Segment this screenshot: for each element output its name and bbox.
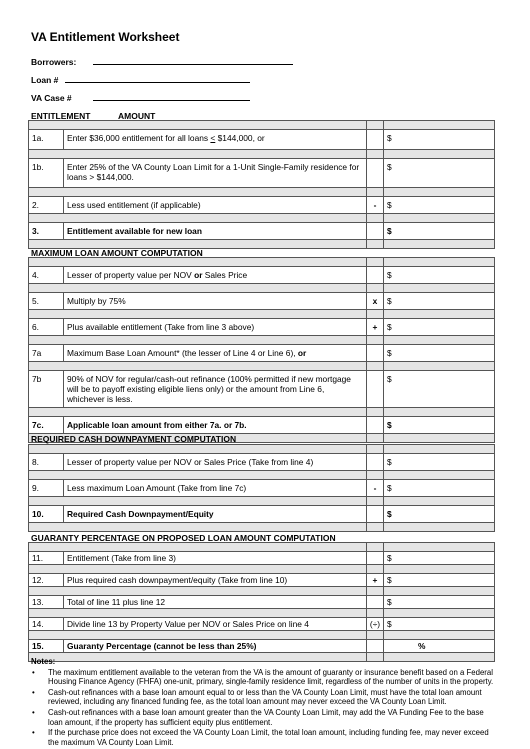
line-operator <box>367 345 384 362</box>
table-row <box>29 480 495 497</box>
notes-heading: Notes: <box>31 657 56 666</box>
amount-field[interactable]: $ <box>384 454 495 471</box>
line-number: 7a <box>29 345 64 362</box>
table-row <box>29 552 495 565</box>
line-operator <box>367 417 384 434</box>
line-number: 12. <box>29 574 64 587</box>
line-number: 14. <box>29 618 64 631</box>
line-description: 90% of NOV for regular/cash-out refinance (100% permitted if new mortgage will be to payoff existing eligible liens only) or the amount from Line 6, whichever is less. <box>64 371 367 408</box>
line-number: 3. <box>29 223 64 240</box>
table-row <box>29 618 495 631</box>
table-row <box>29 159 495 188</box>
table-row <box>29 345 495 362</box>
line-description: Divide line 13 by Property Value per NOV or Sales Price on line 4 <box>64 618 367 631</box>
va-case-field[interactable] <box>93 100 250 101</box>
va-case-label: VA Case # <box>31 93 72 103</box>
line-number: 4. <box>29 267 64 284</box>
entitlement-section-title: ENTITLEMENT <box>31 111 91 121</box>
line-operator: - <box>367 197 384 214</box>
amount-field[interactable]: $ <box>384 417 495 434</box>
guaranty-section-title: GUARANTY PERCENTAGE ON PROPOSED LOAN AMOUNT COMPUTATION <box>31 533 336 543</box>
line-description: Less used entitlement (if applicable) <box>64 197 367 214</box>
amount-field[interactable]: $ <box>384 293 495 310</box>
note-item: • Cash-out refinances with a base loan amount greater than the VA County Loan Limit, may add the VA Funding Fee to the base loan amount, if the property has sufficient equity plus entitlement. <box>31 708 496 727</box>
table-row <box>29 640 495 653</box>
max-loan-table <box>28 257 495 443</box>
note-item: • The maximum entitlement available to the veteran from the VA is the amount of guaranty or insurance benefit based on a Federal Housing Finance Agency (FHFA) one-unit, primary, single-family residence limit, regardless of the number of units in the property. <box>31 668 496 687</box>
amount-field[interactable]: $ <box>384 480 495 497</box>
amount-field[interactable]: $ <box>384 574 495 587</box>
line-operator: + <box>367 319 384 336</box>
line-description: Enter 25% of the VA County Loan Limit for a 1-Unit Single-Family residence for loans > $144,000. <box>64 159 367 188</box>
table-row <box>29 130 495 150</box>
line-description: Maximum Base Loan Amount* (the lesser of Line 4 or Line 6), or <box>64 345 367 362</box>
amount-field[interactable]: $ <box>384 596 495 609</box>
line-operator <box>367 552 384 565</box>
line-operator <box>367 371 384 408</box>
line-description: Multiply by 75% <box>64 293 367 310</box>
line-number: 2. <box>29 197 64 214</box>
line-number: 7b <box>29 371 64 408</box>
table-row <box>29 417 495 434</box>
line-description: Plus required cash downpayment/equity (Take from line 10) <box>64 574 367 587</box>
amount-field[interactable]: $ <box>384 130 495 150</box>
line-operator: x <box>367 293 384 310</box>
amount-field[interactable]: $ <box>384 159 495 188</box>
amount-field[interactable]: $ <box>384 506 495 523</box>
line-description: Applicable loan amount from either 7a. or 7b. <box>64 417 367 434</box>
amount-header: AMOUNT <box>118 111 156 121</box>
line-operator: (÷) <box>367 618 384 631</box>
borrowers-field[interactable] <box>93 64 293 65</box>
amount-field[interactable]: $ <box>384 197 495 214</box>
table-row <box>29 293 495 310</box>
amount-field[interactable]: $ <box>384 552 495 565</box>
line-operator <box>367 454 384 471</box>
amount-field[interactable]: $ <box>384 371 495 408</box>
loan-number-label: Loan # <box>31 75 59 85</box>
line-operator <box>367 596 384 609</box>
table-row <box>29 454 495 471</box>
table-row <box>29 506 495 523</box>
notes-section <box>31 657 496 748</box>
line-operator <box>367 159 384 188</box>
cash-down-table <box>28 444 495 532</box>
line-description: Guaranty Percentage (cannot be less than 25%) <box>64 640 367 653</box>
page-title: VA Entitlement Worksheet <box>31 30 180 44</box>
entitlement-table <box>28 120 495 249</box>
line-number: 9. <box>29 480 64 497</box>
line-number: 7c. <box>29 417 64 434</box>
table-row <box>29 267 495 284</box>
loan-number-field[interactable] <box>65 82 250 83</box>
guaranty-table <box>28 542 495 662</box>
line-number: 11. <box>29 552 64 565</box>
line-operator <box>367 267 384 284</box>
notes-list <box>31 668 496 748</box>
line-number: 13. <box>29 596 64 609</box>
line-number: 10. <box>29 506 64 523</box>
line-description: Less maximum Loan Amount (Take from line 7c) <box>64 480 367 497</box>
line-operator <box>367 223 384 240</box>
line-number: 5. <box>29 293 64 310</box>
line-description: Plus available entitlement (Take from line 3 above) <box>64 319 367 336</box>
line-number: 1a. <box>29 130 64 150</box>
line-number: 1b. <box>29 159 64 188</box>
line-description: Entitlement (Take from line 3) <box>64 552 367 565</box>
line-operator <box>367 506 384 523</box>
line-description: Enter $36,000 entitlement for all loans < $144,000, or <box>64 130 367 150</box>
table-row <box>29 371 495 408</box>
table-row <box>29 596 495 609</box>
percentage-field[interactable]: % <box>384 640 495 653</box>
line-number: 8. <box>29 454 64 471</box>
amount-field[interactable]: $ <box>384 345 495 362</box>
max-loan-section-title: MAXIMUM LOAN AMOUNT COMPUTATION <box>31 248 203 258</box>
borrowers-label: Borrowers: <box>31 57 77 67</box>
amount-field[interactable]: $ <box>384 223 495 240</box>
line-description: Lesser of property value per NOV or Sales Price <box>64 267 367 284</box>
line-number: 15. <box>29 640 64 653</box>
line-description: Entitlement available for new loan <box>64 223 367 240</box>
note-item: • Cash-out refinances with a base loan amount equal to or less than the VA County Loan Limit, must have the total loan amount reviewed, including any financed funding fee, as the total loan amount may never exceed the VA County Loan Limit. <box>31 688 496 707</box>
note-item: • If the purchase price does not exceed the VA County Loan Limit, the total loan amount, including funding fee, may never exceed the maximum VA County Loan Limit. <box>31 728 496 747</box>
table-row <box>29 223 495 240</box>
line-operator <box>367 640 384 653</box>
amount-field[interactable]: $ <box>384 319 495 336</box>
line-description: Lesser of property value per NOV or Sales Price (Take from line 4) <box>64 454 367 471</box>
table-row <box>29 574 495 587</box>
line-operator <box>367 130 384 150</box>
line-number: 6. <box>29 319 64 336</box>
amount-field[interactable]: $ <box>384 618 495 631</box>
table-row <box>29 197 495 214</box>
cash-down-section-title: REQUIRED CASH DOWNPAYMENT COMPUTATION <box>31 434 237 444</box>
line-description: Required Cash Downpayment/Equity <box>64 506 367 523</box>
line-operator: + <box>367 574 384 587</box>
table-row <box>29 319 495 336</box>
line-operator: - <box>367 480 384 497</box>
line-description: Total of line 11 plus line 12 <box>64 596 367 609</box>
amount-field[interactable]: $ <box>384 267 495 284</box>
